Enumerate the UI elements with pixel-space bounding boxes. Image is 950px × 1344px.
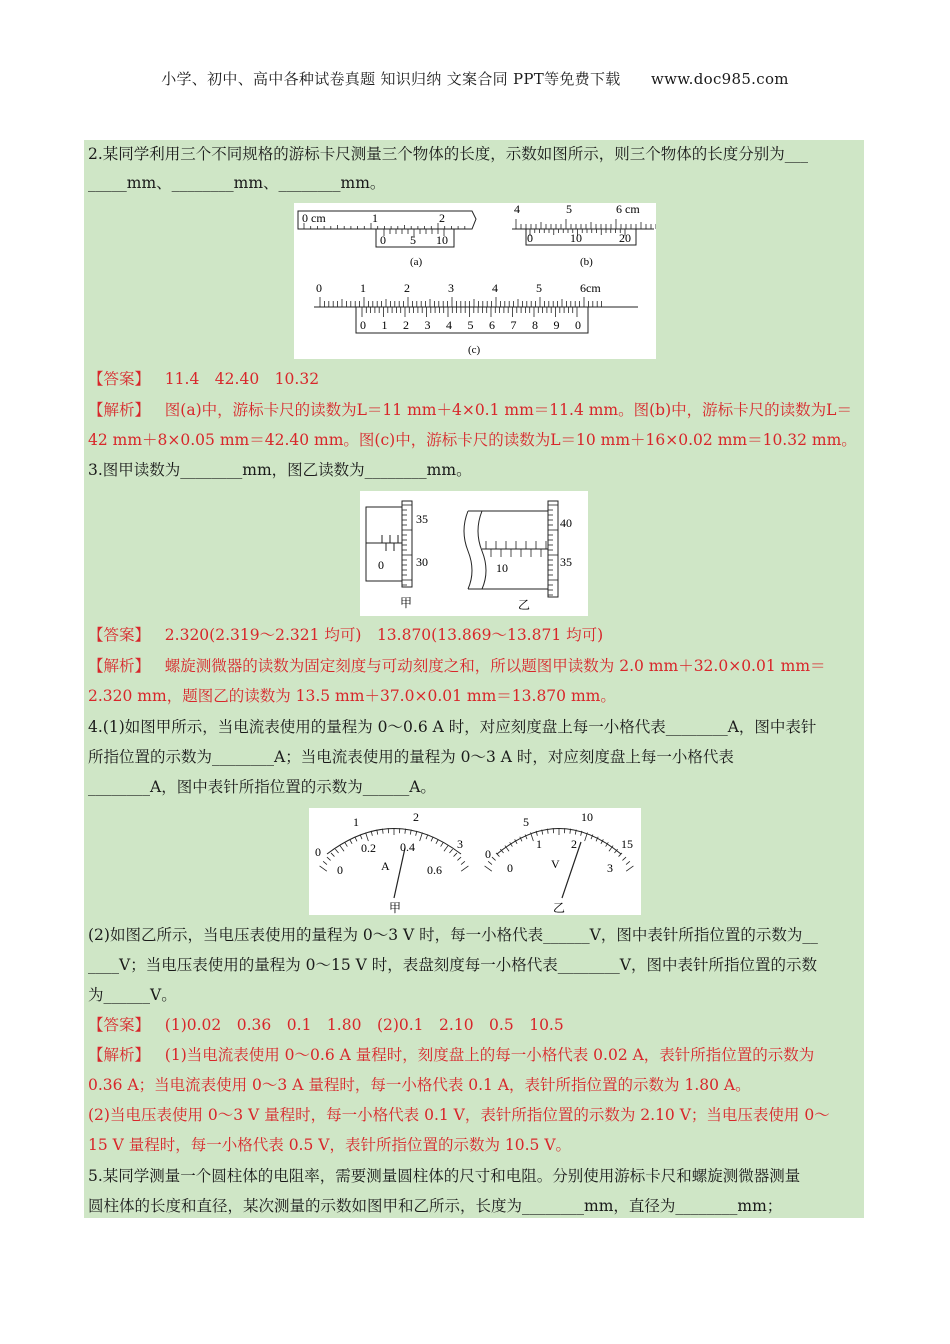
ammeter-unit: A (381, 859, 390, 873)
scale-tick (461, 866, 468, 871)
answer-tag: 【答案】 (88, 626, 151, 644)
q4-answer (88, 1011, 862, 1040)
voltmeter-unit: V (551, 857, 560, 871)
scale-tick (350, 839, 352, 843)
scale-tick (345, 842, 348, 846)
q3-analysis-1 (88, 652, 862, 681)
q4-analysis-3: (2)当电压表使用 0～3 V 量程时，每一小格代表 0.1 V，表针所指位置的示数为 2.10 V；当电压表使用 0～ (88, 1106, 830, 1124)
voltmeter-top-label: 10 (581, 810, 593, 824)
q4-analysis-text-1: (1)当电流表使用 0～0.6 A 量程时，刻度盘上的每一小格代表 0.02 A，表针所指位置的示数为 (164, 1046, 815, 1064)
q4-analysis-4: 15 V 量程时，每一小格代表 0.5 V，表针所指位置的示数为 10.5 V。 (88, 1136, 572, 1154)
vernier-caliper-figure (294, 203, 656, 359)
voltmeter-bottom-label: 3 (607, 861, 613, 875)
caliper-a-main-label: 2 (439, 211, 445, 225)
ammeter-caption: 甲 (389, 901, 402, 915)
meter-drawing (309, 808, 641, 915)
caliper-c-vernier-label: 7 (510, 318, 517, 332)
meter-figure (309, 808, 641, 915)
caliper-b-caption: (b) (580, 256, 593, 268)
caliper-c (314, 281, 638, 356)
scale-tick (457, 857, 461, 860)
scale-tick (420, 833, 423, 842)
q4-answer-text: (1)0.02 0.36 0.1 1.80 (2)0.1 2.10 0.5 10.5 (164, 1016, 564, 1034)
caliper-c-vernier-label: 6 (489, 318, 495, 332)
scale-tick (431, 837, 433, 842)
caliper-c-vernier-label: 5 (467, 318, 474, 332)
q3-answer (88, 621, 862, 650)
q4-text-1: 4.(1)如图甲所示，当电流表使用的量程为 0～0.6 A 时，对应刻度盘上每一小格代表________A，图中表针 (88, 718, 817, 736)
caliper-c-vernier-label: 9 (553, 318, 560, 332)
page-header (0, 68, 950, 89)
scale-tick (454, 853, 457, 857)
ammeter-needle (394, 848, 405, 898)
micrometer-yi-caption: 乙 (518, 598, 531, 612)
caliper-a-main-label: 1 (372, 211, 378, 225)
caliper-b-vernier-label: 0 (527, 231, 533, 245)
caliper-a-main-label: 0 cm (302, 211, 326, 225)
scale-tick (366, 833, 369, 842)
answer-tag: 【答案】 (88, 1016, 151, 1034)
q2-answer-text: 11.4 42.40 10.32 (164, 370, 320, 388)
ammeter-bottom-label: 0 (337, 863, 343, 877)
micrometer-yi-label: 40 (560, 516, 572, 530)
micrometer-jia-label: 30 (416, 555, 428, 569)
scale-tick (485, 866, 492, 871)
q4-text-2: 所指位置的示数为________A；当电流表使用的量程为 0～3 A 时，对应刻度盘上每一小格代表 (88, 748, 734, 766)
q2-analysis-text-1: 图(a)中，游标卡尺的读数为L＝11 mm＋4×0.1 mm＝11.4 mm。图(b)中，游标卡尺的读数为L＝ (164, 401, 852, 419)
voltmeter-yi (485, 810, 634, 915)
micrometer-jia (366, 501, 428, 610)
ammeter-bottom-label: 0.6 (427, 863, 442, 877)
micrometer-jia-label: 0 (378, 558, 384, 572)
ammeter-top-label: 2 (413, 810, 419, 824)
scale-tick (461, 861, 465, 864)
caliper-c-main-label: 4 (492, 281, 498, 295)
analysis-tag: 【解析】 (88, 401, 151, 419)
q3-analysis-text-1: 螺旋测微器的读数为固定刻度与可动刻度之和，所以题图甲读数为 2.0 mm＋32.0×0.01 mm＝ (164, 657, 826, 675)
caliper-b-main-label: 4 (514, 203, 520, 216)
header-text: 小学、初中、高中各种试卷真题 知识归纳 文案合同 PPT等免费下载 (161, 70, 621, 88)
q4-analysis-1 (88, 1041, 862, 1070)
voltmeter-bottom-label: 2 (571, 837, 577, 851)
scale-tick (340, 846, 344, 852)
q3-analysis-2: 2.320 mm，题图乙的读数为 13.5 mm＋37.0×0.01 mm＝13.870 mm。 (88, 687, 616, 705)
caliper-a (298, 211, 476, 268)
q4-analysis-2: 0.36 A；当电流表使用 0～3 A 量程时，每一小格代表 0.1 A，表针所指位置的示数为 1.80 A。 (88, 1076, 751, 1094)
scale-tick (436, 839, 438, 843)
voltmeter-bottom-label: 1 (536, 837, 542, 851)
micrometer-figure (360, 491, 588, 616)
caliper-b-vernier-label: 10 (570, 231, 582, 245)
voltmeter-top-label: 5 (523, 815, 529, 829)
micrometer-yi-label: 35 (560, 555, 572, 569)
content-area (84, 140, 864, 1218)
q4-part2-text-3: 为______V。 (88, 986, 177, 1004)
scale-tick (626, 861, 630, 864)
ammeter-top-label: 1 (353, 815, 359, 829)
micrometer-jia-label: 35 (416, 512, 428, 526)
caliper-c-caption: (c) (468, 344, 481, 356)
analysis-tag: 【解析】 (88, 1046, 151, 1064)
scale-tick (355, 837, 357, 842)
header-site: www.doc985.com (651, 70, 789, 88)
q4-text-3: ________A，图中表针所指位置的示数为______A。 (88, 778, 436, 796)
scale-tick (449, 849, 452, 853)
q4-part2-text-2: ____V；当电压表使用的量程为 0～15 V 时，表盘刻度每一小格代表________V，图中表针所指位置的示数 (88, 956, 817, 974)
scale-tick (444, 846, 448, 852)
voltmeter-top-label: 0 (485, 847, 491, 861)
caliper-a-vernier-label: 10 (436, 233, 448, 247)
caliper-c-vernier-label: 0 (575, 318, 581, 332)
q5-text-1: 5.某同学测量一个圆柱体的电阻率，需要测量圆柱体的尺寸和电阻。分别使用游标卡尺和螺旋测微器测量 (88, 1167, 801, 1185)
q2-analysis-1 (88, 396, 862, 425)
scale-tick (331, 853, 334, 857)
micrometer-drawing (360, 491, 588, 616)
scale-tick (441, 842, 444, 846)
micrometer-yi-label: 10 (496, 561, 508, 575)
q3-text-1: 3.图甲读数为________mm，图乙读数为________mm。 (88, 461, 472, 479)
ammeter-top-label: 3 (457, 837, 463, 851)
caliper-b-main-label: 5 (566, 203, 572, 216)
q4-part2-text-1: (2)如图乙所示，当电压表使用的量程为 0～3 V 时，每一小格代表______V，图中表针所指位置的示数为__ (88, 926, 818, 944)
caliper-c-main-label: 2 (404, 281, 410, 295)
scale-tick (488, 861, 492, 864)
ammeter-jia (315, 810, 468, 915)
scale-tick (622, 857, 626, 860)
caliper-c-main-label: 0 (316, 281, 322, 295)
vernier-caliper-drawing (294, 203, 656, 359)
caliper-c-vernier-label: 8 (532, 318, 538, 332)
caliper-a-vernier-label: 0 (380, 233, 386, 247)
voltmeter-bottom-label: 0 (507, 861, 513, 875)
caliper-a-vernier-label: 5 (410, 233, 416, 247)
caliper-c-vernier-label: 0 (360, 318, 366, 332)
scale-tick (327, 857, 331, 860)
voltmeter-top-label: 15 (621, 837, 633, 851)
caliper-b-main-label: 6 cm (616, 203, 640, 216)
micrometer-jia-caption: 甲 (400, 596, 413, 610)
ammeter-top-label: 0 (315, 845, 321, 859)
caliper-c-vernier-label: 1 (381, 318, 388, 332)
voltmeter-caption: 乙 (553, 901, 566, 915)
q2-text-1: 2.某同学利用三个不同规格的游标卡尺测量三个物体的长度，示数如图所示，则三个物体的长度分别为___ (88, 145, 809, 163)
analysis-tag: 【解析】 (88, 657, 151, 675)
scale-tick (492, 857, 496, 860)
caliper-c-main-label: 3 (448, 281, 454, 295)
q2-answer (88, 365, 862, 394)
scale-tick (335, 849, 338, 853)
q2-analysis-2: 42 mm＋8×0.05 mm＝42.40 mm。图(c)中，游标卡尺的读数为L＝10 mm＋16×0.02 mm＝10.32 mm。 (88, 431, 857, 449)
caliper-c-vernier-label: 4 (446, 318, 452, 332)
q2-text-2: _____mm、________mm、________mm。 (88, 174, 386, 192)
scale-tick (320, 866, 327, 871)
caliper-c-vernier-label: 3 (424, 318, 431, 332)
scale-tick (323, 861, 327, 864)
micrometer-yi (464, 501, 572, 612)
caliper-c-main-label: 5 (536, 281, 542, 295)
caliper-c-main-label: 6cm (580, 281, 601, 295)
answer-tag: 【答案】 (88, 370, 151, 388)
caliper-b-vernier-label: 20 (619, 231, 631, 245)
ammeter-bottom-label: 0.4 (400, 840, 415, 854)
q5-text-2: 圆柱体的长度和直径，某次测量的示数如图甲和乙所示，长度为________mm，直径为________mm； (88, 1197, 783, 1215)
caliper-c-vernier-label: 2 (403, 318, 409, 332)
ammeter-bottom-label: 0.2 (361, 841, 376, 855)
caliper-b (512, 203, 656, 268)
caliper-c-main-label: 1 (360, 281, 366, 295)
caliper-a-caption: (a) (410, 256, 423, 268)
q3-answer-text: 2.320(2.319～2.321 均可) 13.870(13.869～13.871 均可) (164, 626, 604, 644)
scale-tick (626, 866, 633, 871)
